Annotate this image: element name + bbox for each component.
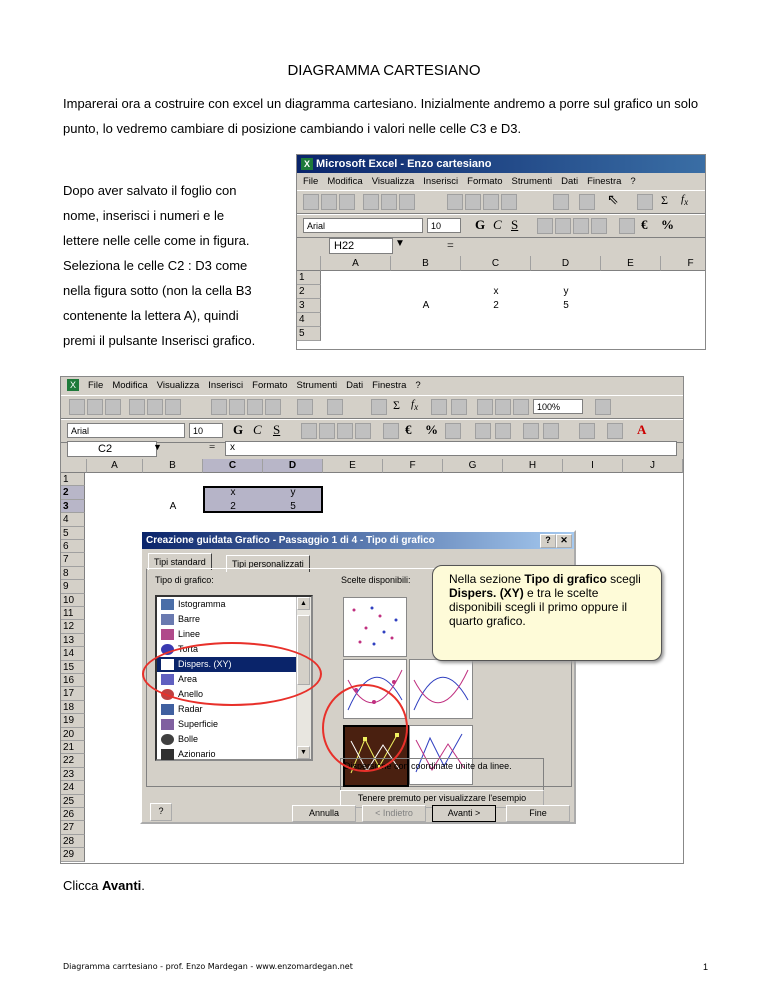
line-chart-icon [161, 629, 174, 640]
column-header[interactable]: B [391, 256, 461, 271]
callout-text: Nella sezione [449, 572, 525, 586]
align-center-icon[interactable] [319, 423, 335, 439]
merge-center-icon[interactable] [355, 423, 371, 439]
cell-b3[interactable]: A [422, 300, 430, 311]
cut-icon[interactable] [447, 194, 463, 210]
list-item[interactable]: Superficie [157, 717, 297, 732]
scroll-down-icon[interactable]: ▼ [297, 746, 310, 759]
row-header[interactable]: 4 [297, 313, 321, 327]
spelling-icon[interactable] [165, 399, 181, 415]
row-header[interactable]: 21 [61, 741, 85, 754]
merge-center-icon[interactable] [591, 218, 607, 234]
row-header[interactable]: 28 [61, 835, 85, 848]
name-box[interactable]: H22 [329, 238, 393, 254]
row-header[interactable]: 9 [61, 580, 85, 593]
list-item[interactable]: Barre [157, 612, 297, 627]
side-line: nella figura sotto (non la cella B3 [63, 283, 252, 298]
worksheet-grid[interactable] [297, 256, 705, 349]
copy-icon[interactable] [465, 194, 481, 210]
formatting-toolbar [61, 419, 683, 443]
cell-b3[interactable]: A [169, 500, 177, 512]
row-header[interactable]: 5 [297, 327, 321, 341]
row-header[interactable]: 27 [61, 821, 85, 834]
new-icon[interactable] [69, 399, 85, 415]
select-all-corner[interactable] [61, 459, 87, 473]
dropdown-arrow-icon[interactable]: ▼ [153, 442, 162, 452]
align-center-icon[interactable] [555, 218, 571, 234]
column-header[interactable]: E [323, 459, 383, 473]
drawing-icon[interactable] [513, 399, 529, 415]
percent-icon[interactable]: % [425, 422, 438, 437]
cut-icon[interactable] [211, 399, 227, 415]
formula-equals: = [447, 238, 454, 252]
row-header[interactable]: 4 [61, 513, 85, 526]
borders-icon[interactable] [579, 423, 595, 439]
row-header[interactable]: 20 [61, 728, 85, 741]
list-item[interactable]: Linee [157, 627, 297, 642]
font-size-combo[interactable]: 10 [189, 423, 223, 438]
finish-button[interactable]: Fine [506, 805, 570, 822]
column-header[interactable]: F [661, 256, 706, 271]
underline-button[interactable]: S [273, 422, 281, 437]
cell-c2[interactable]: x [230, 487, 236, 499]
sort-desc-icon[interactable] [451, 399, 467, 415]
dialog-title: Creazione guidata Grafico - Passaggio 1 di 4 - Tipo di grafico [146, 535, 435, 546]
font-color-icon[interactable]: A [637, 422, 647, 437]
menu-file[interactable]: File [303, 176, 319, 187]
row-header[interactable]: 3 [297, 299, 321, 313]
column-header[interactable]: E [601, 256, 661, 271]
cell-c2[interactable]: x [493, 286, 499, 297]
sort-asc-icon[interactable] [431, 399, 447, 415]
window-titlebar [297, 155, 705, 173]
stock-chart-icon [161, 749, 174, 760]
chart-wizard-icon[interactable] [495, 399, 511, 415]
font-name-combo[interactable]: Arial [303, 218, 423, 233]
column-header[interactable]: C [203, 459, 263, 473]
menu-inserisci[interactable]: Inserisci [423, 176, 459, 187]
spelling-icon[interactable] [399, 194, 415, 210]
autosum-icon[interactable]: Σ [661, 193, 668, 207]
row-header[interactable]: 12 [61, 620, 85, 633]
function-icon[interactable]: $f_x$ [681, 193, 689, 208]
decrease-indent-icon[interactable] [523, 423, 539, 439]
cell-d2[interactable]: y [563, 286, 569, 297]
menu-dati[interactable]: Dati [346, 380, 364, 391]
column-header[interactable]: I [563, 459, 623, 473]
list-item[interactable]: Anello [157, 687, 297, 702]
menu-help[interactable]: ? [630, 176, 636, 187]
italic-button[interactable]: C [493, 217, 502, 232]
paste-icon[interactable] [483, 194, 499, 210]
increase-indent-icon[interactable] [543, 423, 559, 439]
menu-inserisci[interactable]: Inserisci [208, 380, 244, 391]
list-item[interactable]: Area [157, 672, 297, 687]
menu-modifica[interactable]: Modifica [327, 176, 363, 187]
next-button[interactable]: Avanti > [432, 805, 496, 822]
redo-icon[interactable] [327, 399, 343, 415]
format-painter-icon[interactable] [501, 194, 517, 210]
column-header[interactable]: H [503, 459, 563, 473]
bubble-chart-icon [161, 734, 174, 745]
excel-icon: X [301, 158, 313, 170]
thousands-icon[interactable] [445, 423, 461, 439]
currency-icon[interactable] [383, 423, 399, 439]
back-button[interactable]: < Indietro [362, 805, 426, 822]
side-line: Seleziona le celle C2 : D3 come [63, 258, 248, 273]
open-icon[interactable] [87, 399, 103, 415]
increase-decimal-icon[interactable] [475, 423, 491, 439]
menu-dati[interactable]: Dati [561, 176, 579, 187]
cancel-button[interactable]: Annulla [292, 805, 356, 822]
column-header[interactable]: G [443, 459, 503, 473]
list-item[interactable]: Istogramma [157, 597, 297, 612]
list-item[interactable]: Azionario [157, 747, 297, 762]
row-header[interactable]: 24 [61, 781, 85, 794]
surface-chart-icon [161, 719, 174, 730]
save-icon[interactable] [105, 399, 121, 415]
row-header[interactable]: 8 [61, 567, 85, 580]
underline-button[interactable]: S [511, 217, 519, 232]
page-footer: Diagramma carrtesiano - prof. Enzo Mardegan - www.enzomardegan.net [63, 962, 353, 971]
bold-button[interactable]: G [475, 217, 486, 232]
column-header[interactable]: D [531, 256, 601, 271]
row-header[interactable]: 22 [61, 754, 85, 767]
side-line: lettere nelle celle come in figura. [63, 233, 250, 248]
row-header[interactable]: 11 [61, 607, 85, 620]
row-header[interactable]: 1 [297, 271, 321, 285]
page-title: DIAGRAMMA CARTESIANO [287, 62, 481, 79]
row-header[interactable]: 2 [61, 486, 85, 499]
menu-visualizza[interactable]: Visualizza [371, 176, 415, 187]
smoothed-lines-icon [410, 660, 472, 718]
menu-help[interactable]: ? [415, 380, 421, 391]
close-icon[interactable]: ✕ [556, 534, 572, 548]
fill-color-icon[interactable] [607, 423, 623, 439]
tab-standard-types[interactable]: Tipi standard [148, 553, 212, 570]
new-icon[interactable] [303, 194, 319, 210]
window-title: Microsoft Excel - Enzo cartesiano [316, 158, 492, 170]
open-icon[interactable] [321, 194, 337, 210]
cell-d3[interactable]: 5 [290, 500, 296, 512]
align-right-icon[interactable] [337, 423, 353, 439]
row-header[interactable]: 7 [61, 553, 85, 566]
list-item[interactable]: Bolle [157, 732, 297, 747]
formula-input[interactable]: x [225, 441, 677, 456]
excel-icon: X [67, 379, 79, 391]
select-all-corner[interactable] [297, 256, 321, 271]
page-number: 1 [702, 962, 708, 972]
radar-chart-icon [161, 704, 174, 715]
column-header[interactable]: B [143, 459, 203, 473]
column-header[interactable]: A [321, 256, 391, 271]
side-line: contenente la lettera A), quindi [63, 308, 239, 323]
undo-icon[interactable] [553, 194, 569, 210]
column-header[interactable]: C [461, 256, 531, 271]
callout-text: scegli [606, 572, 641, 586]
currency-icon[interactable] [619, 218, 635, 234]
row-header[interactable]: 15 [61, 661, 85, 674]
format-painter-icon[interactable] [265, 399, 281, 415]
map-icon[interactable] [477, 399, 493, 415]
side-line: premi il pulsante Inserisci grafico. [63, 333, 256, 348]
font-size-combo[interactable]: 10 [427, 218, 461, 233]
column-header[interactable]: A [87, 459, 143, 473]
side-instructions [63, 183, 283, 353]
choices-label: Scelte disponibili: [341, 575, 411, 585]
decrease-decimal-icon[interactable] [495, 423, 511, 439]
align-left-icon[interactable] [537, 218, 553, 234]
menu-finestra[interactable]: Finestra [587, 176, 622, 187]
row-header[interactable]: 16 [61, 674, 85, 687]
autosum-icon[interactable]: Σ [393, 398, 400, 412]
row-header[interactable]: 25 [61, 795, 85, 808]
scatter-points-icon [344, 598, 406, 656]
font-name-combo[interactable]: Arial [67, 423, 185, 438]
row-header[interactable]: 14 [61, 647, 85, 660]
highlight-ring-subtype [322, 684, 408, 772]
scroll-up-icon[interactable]: ▲ [297, 597, 310, 610]
click-next-bold: Avanti [102, 878, 142, 893]
percent-icon[interactable]: % [661, 217, 674, 232]
menu-modifica[interactable]: Modifica [112, 380, 148, 391]
list-item[interactable]: Radar [157, 702, 297, 717]
help-icon[interactable] [595, 399, 611, 415]
print-icon[interactable] [363, 194, 379, 210]
column-header[interactable]: J [623, 459, 683, 473]
row-header[interactable]: 23 [61, 768, 85, 781]
cell-c3[interactable]: 2 [493, 300, 499, 311]
row-header[interactable]: 26 [61, 808, 85, 821]
redo-icon[interactable] [579, 194, 595, 210]
list-item[interactable]: Torta [157, 642, 297, 657]
print-preview-icon[interactable] [147, 399, 163, 415]
menu-file[interactable]: File [88, 380, 104, 391]
standard-toolbar [61, 395, 683, 419]
callout-text: e tra le scelte disponibili scegli il primo oppure il quarto grafico. [449, 586, 628, 628]
formula-equals: = [209, 441, 216, 453]
bold-button[interactable]: G [233, 422, 244, 437]
intro-paragraph: Imparerai ora a costruire con excel un diagramma cartesiano. Inizialmente andremo a porre sul grafico un solo punto, lo vedremo cambiare di posizione cambiando i valori nelle celle C3 e D3. [63, 96, 699, 136]
formula-bar [61, 441, 683, 457]
row-header[interactable]: 5 [61, 527, 85, 540]
cell-d3[interactable]: 5 [563, 300, 569, 311]
undo-icon[interactable] [297, 399, 313, 415]
chart-type-label: Tipo di grafico: [155, 575, 214, 585]
menu-bar [297, 173, 705, 190]
cell-d2[interactable]: y [290, 487, 296, 499]
euro-icon[interactable]: € [641, 217, 648, 232]
bar-chart-icon [161, 614, 174, 625]
menu-formato[interactable]: Formato [252, 380, 288, 391]
zoom-combo[interactable]: 100% [533, 399, 583, 414]
row-header[interactable]: 17 [61, 687, 85, 700]
callout-bold: Tipo di grafico [524, 572, 607, 586]
help-button[interactable]: ? [150, 803, 172, 821]
name-box[interactable]: C2 [67, 441, 157, 457]
row-header[interactable]: 29 [61, 848, 85, 861]
list-item-selected[interactable]: Dispers. (XY) [157, 657, 297, 672]
preview-button[interactable]: Tenere premuto per visualizzare l'esempio [340, 790, 544, 808]
row-header[interactable]: 18 [61, 701, 85, 714]
print-preview-icon[interactable] [381, 194, 397, 210]
row-header[interactable]: 2 [297, 285, 321, 299]
subtype-smoothed-lines[interactable] [409, 659, 473, 719]
menu-bar [61, 377, 683, 395]
side-line: nome, inserisci i numeri e le [63, 208, 225, 223]
formula-bar [297, 236, 705, 256]
excel-window-1 [296, 154, 706, 350]
row-header[interactable]: 13 [61, 634, 85, 647]
align-right-icon[interactable] [573, 218, 589, 234]
chart-wizard-icon[interactable] [637, 194, 653, 210]
subtype-description: Dispersione con coordinate unite da linee. [340, 758, 544, 808]
hyperlink-icon[interactable] [371, 399, 387, 415]
cell-c3[interactable]: 2 [230, 500, 236, 512]
paste-icon[interactable] [247, 399, 263, 415]
euro-icon[interactable]: € [405, 422, 412, 437]
menu-formato[interactable]: Formato [467, 176, 503, 187]
row-header[interactable]: 19 [61, 714, 85, 727]
tab-custom-types[interactable]: Tipi personalizzati [226, 555, 310, 572]
column-header[interactable]: F [383, 459, 443, 473]
row-header[interactable]: 6 [61, 540, 85, 553]
menu-strumenti[interactable]: Strumenti [511, 176, 553, 187]
formatting-toolbar [297, 214, 705, 238]
row-header[interactable]: 3 [61, 500, 85, 513]
italic-button[interactable]: C [253, 422, 262, 437]
subtype-scatter-points[interactable] [343, 597, 407, 657]
menu-strumenti[interactable]: Strumenti [296, 380, 338, 391]
side-line: Dopo aver salvato il foglio con [63, 183, 237, 198]
row-header[interactable]: 10 [61, 594, 85, 607]
dialog-titlebar [142, 532, 574, 549]
print-icon[interactable] [129, 399, 145, 415]
row-header[interactable]: 1 [61, 473, 85, 486]
column-chart-icon [161, 599, 174, 610]
menu-finestra[interactable]: Finestra [372, 380, 407, 391]
align-left-icon[interactable] [301, 423, 317, 439]
standard-toolbar [297, 190, 705, 214]
save-icon[interactable] [339, 194, 355, 210]
menu-visualizza[interactable]: Visualizza [156, 380, 200, 391]
dropdown-arrow-icon[interactable]: ▼ [395, 238, 405, 249]
mouse-cursor-icon: ⇖ [607, 191, 621, 205]
tip-callout [432, 565, 662, 661]
highlight-ring-type [142, 642, 322, 706]
function-icon[interactable]: $f_x$ [411, 398, 419, 413]
click-next-instruction: Clicca Avanti. [63, 878, 145, 893]
column-header[interactable]: D [263, 459, 323, 473]
copy-icon[interactable] [229, 399, 245, 415]
dialog-help-icon[interactable]: ? [540, 534, 556, 548]
callout-bold: Dispers. (XY) [449, 586, 524, 600]
